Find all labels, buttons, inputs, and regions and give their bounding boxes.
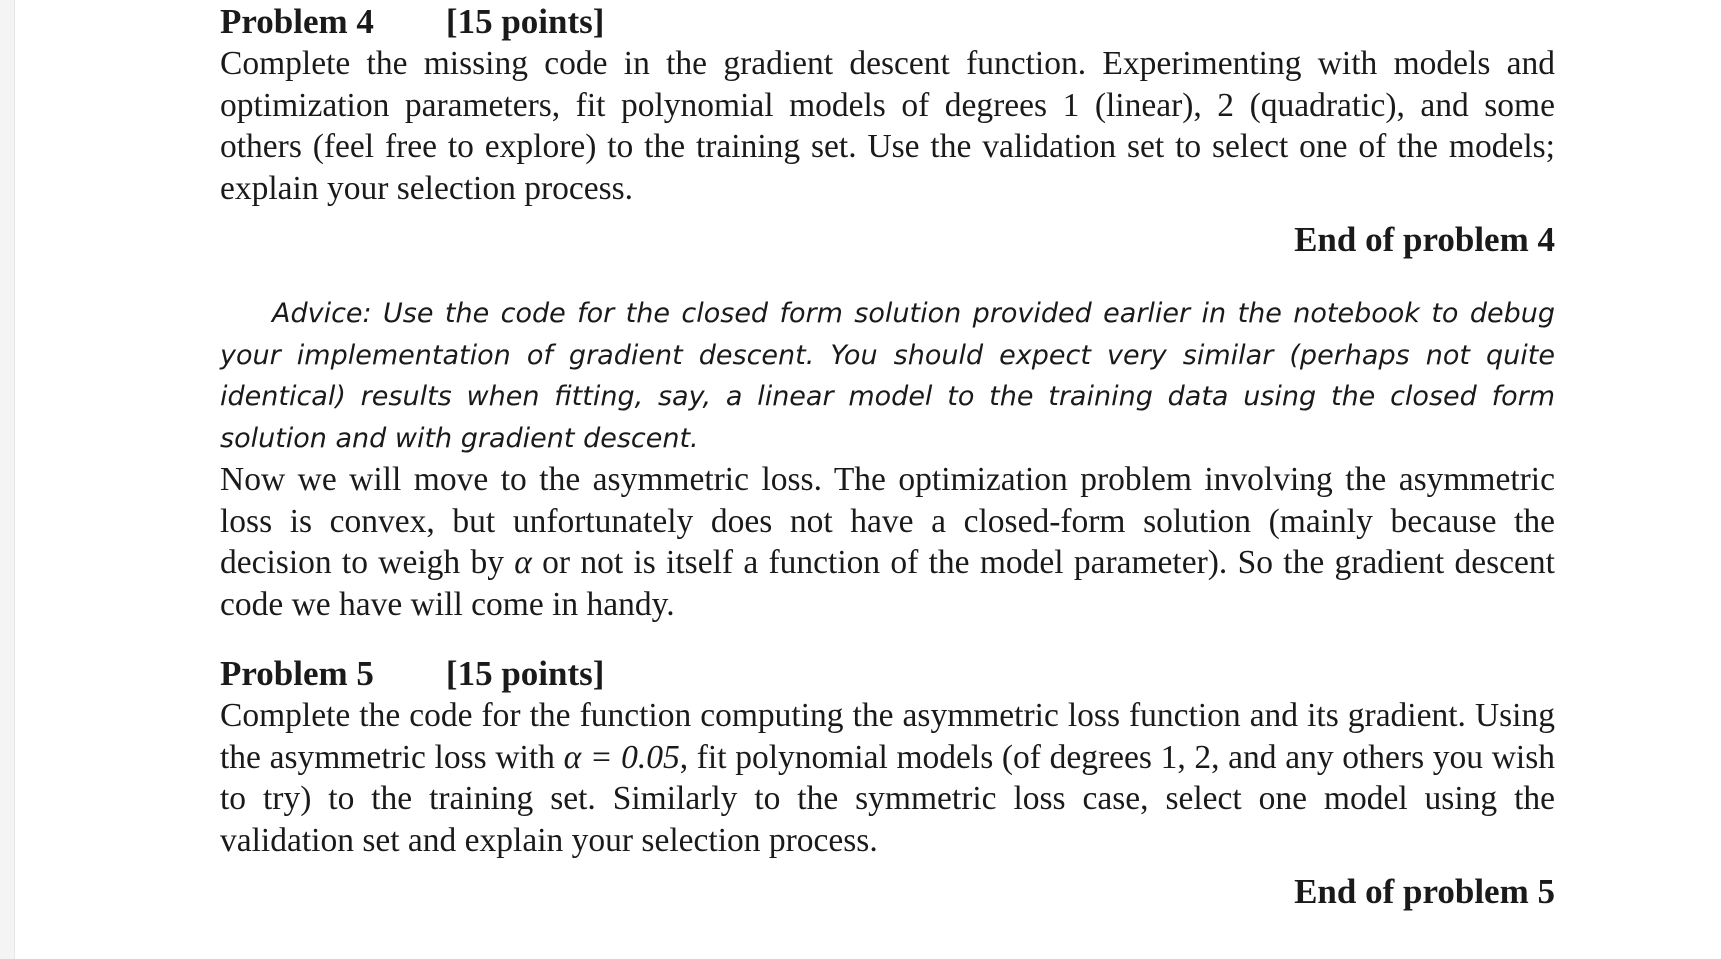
- problem-5-points: [15 points]: [445, 654, 605, 693]
- problem-4-points: [15 points]: [445, 2, 605, 41]
- problem-4-end: End of problem 4: [1294, 220, 1555, 259]
- problem-4-section: [220, 1, 1555, 261]
- alpha-equation: α = 0.05: [563, 738, 680, 776]
- problem-5-body: [220, 695, 1555, 861]
- problem-5-end: End of problem 5: [1294, 872, 1555, 911]
- problem-5-text-1: Complete the code for the function computing the asymmetric loss function and its gradient. Using the asymmetric loss with: [220, 697, 1555, 776]
- problem-4-body: Complete the missing code in the gradient descent function. Experimenting with models and optimization parameters, fit polynomial models of degrees 1 (linear), 2 (quadratic), and some others (feel free to explore) to the training set. Use the validation set to select one of the models; explain your selection process.: [220, 45, 1555, 207]
- left-gutter: [0, 0, 15, 959]
- problem-5-section: [220, 653, 1555, 913]
- alpha-symbol: α: [514, 544, 532, 581]
- document-page: [220, 0, 1555, 913]
- problem-5-text-2: , fit polynomial models (of degrees 1, 2, and any others you wish to try) to the training set. Similarly to the symmetric loss case, select one model using the validation set and explain your selection process.: [220, 738, 1555, 859]
- asymmetric-loss-paragraph: [220, 459, 1555, 625]
- problem-4-title: Problem 4: [220, 2, 374, 41]
- problem-5-title: Problem 5: [220, 654, 374, 693]
- asymmetric-text-2: or not is itself a function of the model parameter). So the gradient descent code we have will come in handy.: [220, 544, 1555, 623]
- advice-paragraph: Advice: Use the code for the closed form solution provided earlier in the notebook to debug your implementation of gradient descent. You should expect very similar (perhaps not quite identical) results when fitting, say, a linear model to the training data using the closed form solution and with gradient descent.: [220, 298, 1555, 454]
- problem-5-heading: [220, 653, 1555, 695]
- problem-4-heading: [220, 1, 1555, 43]
- asymmetric-text-1: Now we will move to the asymmetric loss. The optimization problem involving the asymmetric loss is convex, but unfortunately does not have a closed-form solution (mainly because the decision to weigh by: [220, 461, 1555, 581]
